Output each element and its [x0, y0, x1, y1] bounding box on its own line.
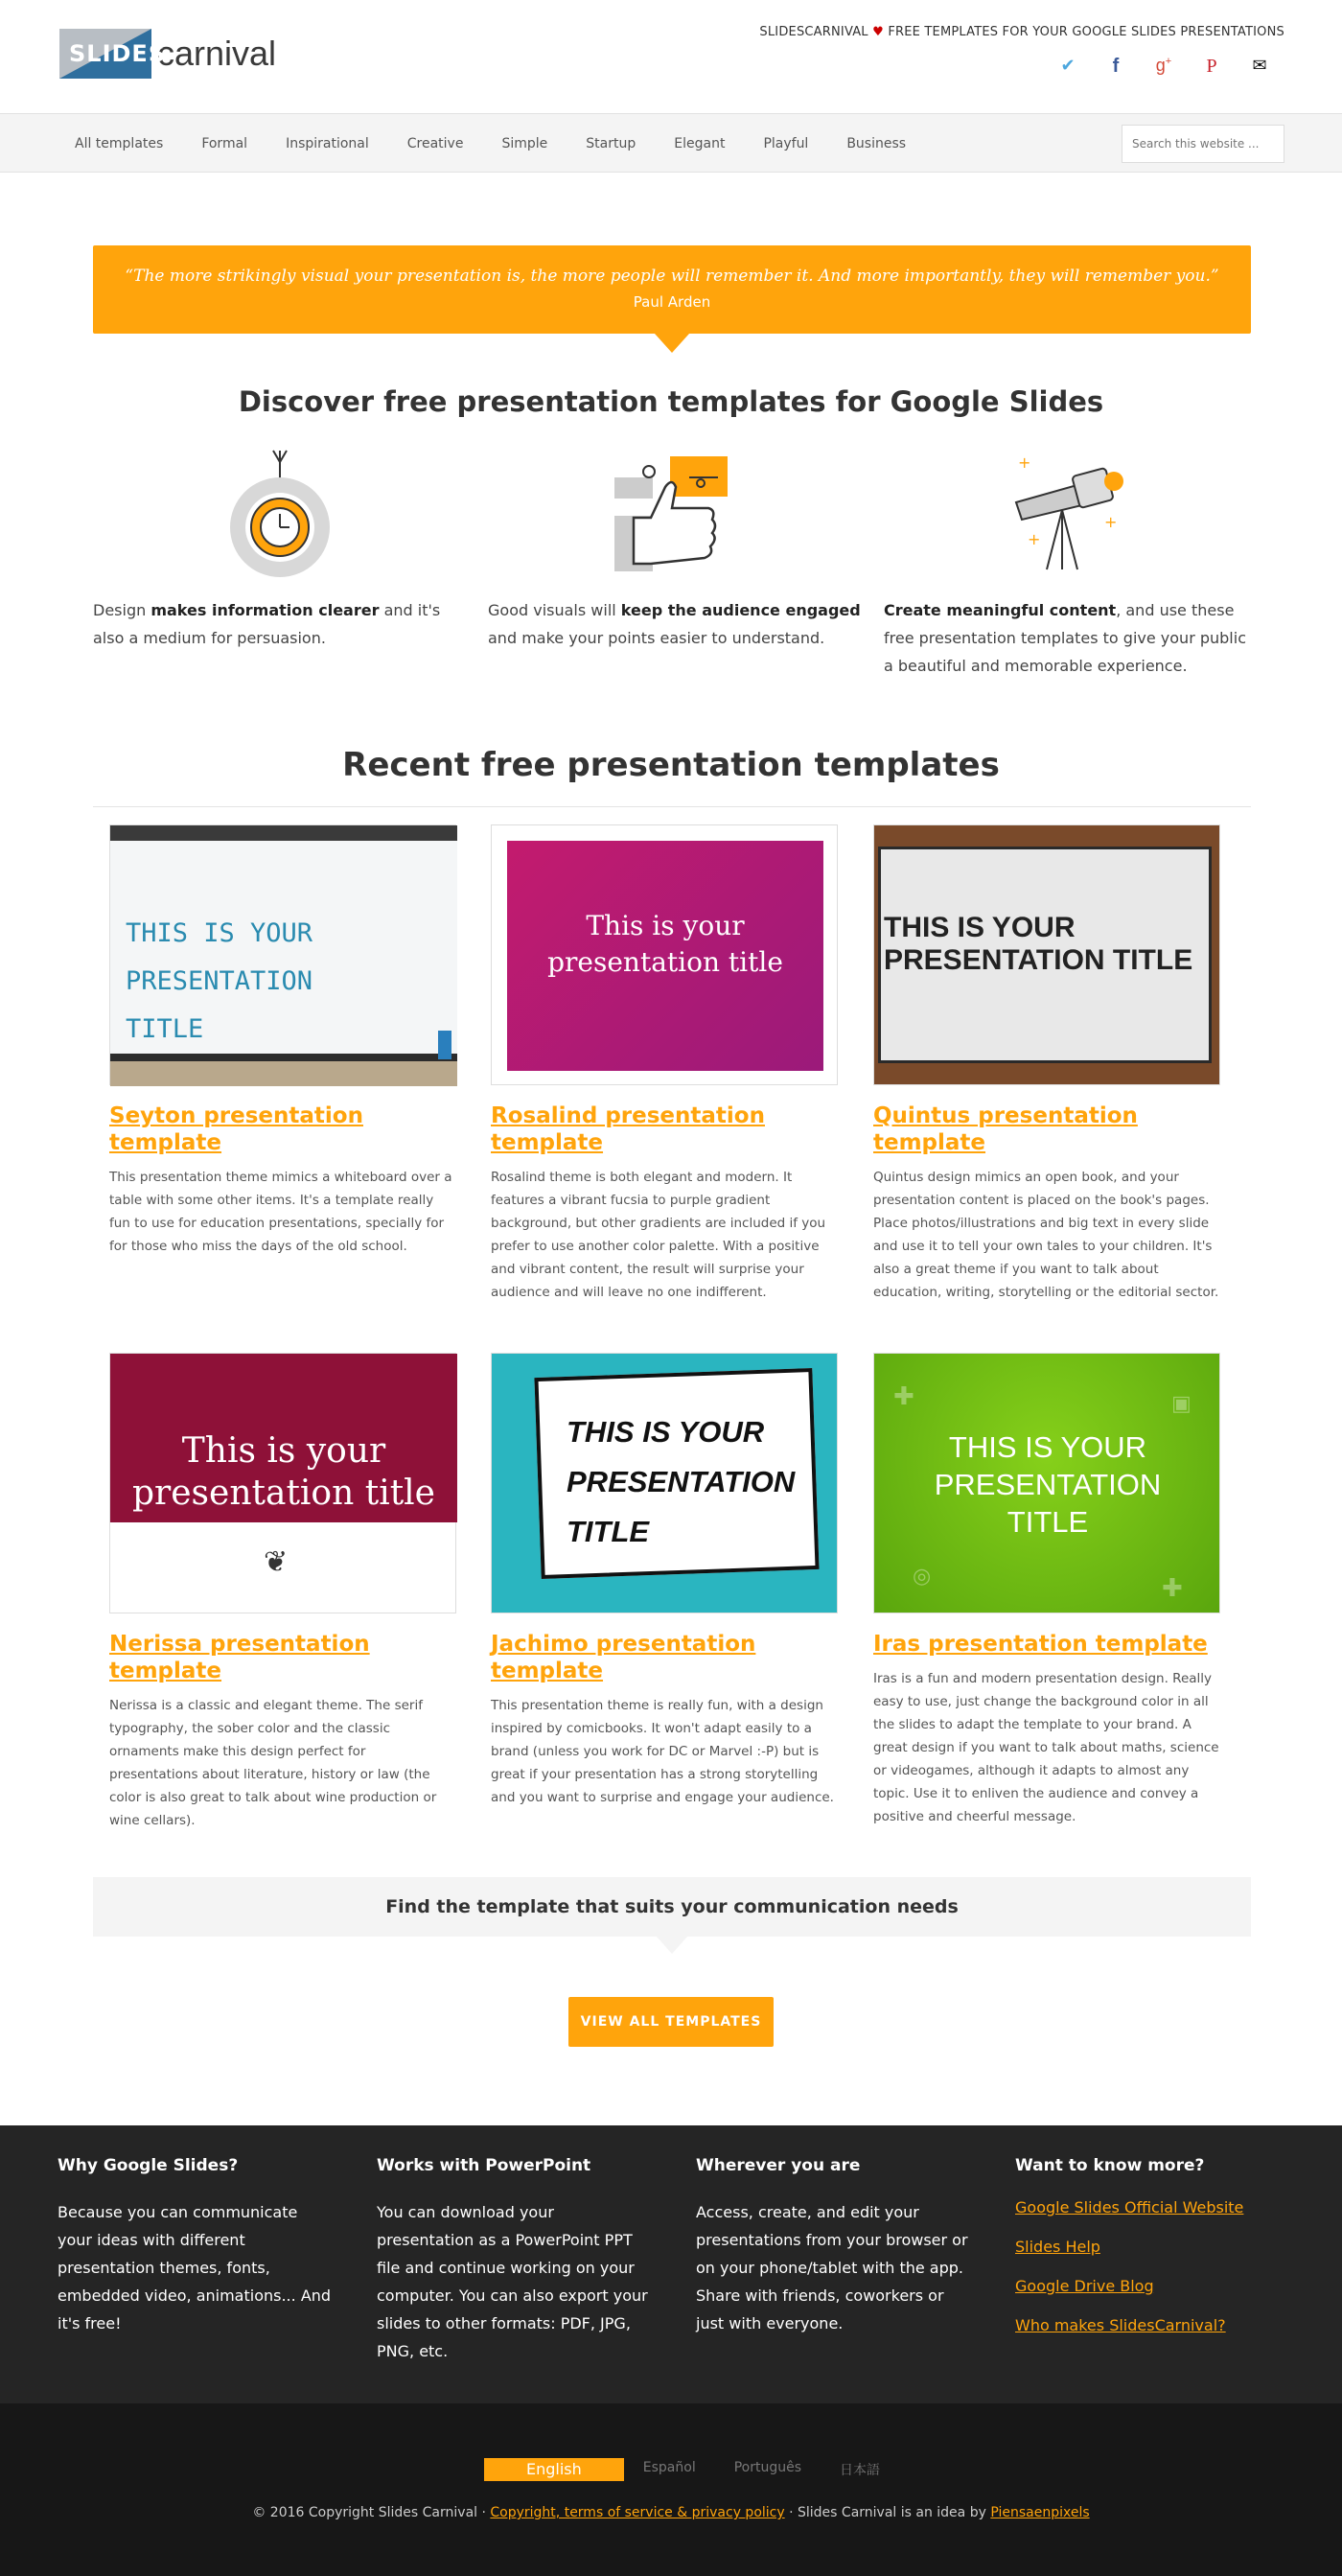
template-desc: Quintus design mimics an open book, and your presentation content is placed on the book's pages. Place photos/illustrations and big text in every slide and use it to tell your own tales to your children. It's also a great theme if you want to talk about education, writing, storytelling or the editorial sector.	[873, 1170, 1219, 1300]
facebook-icon[interactable]: f	[1112, 56, 1120, 77]
svg-text:+: +	[1104, 513, 1118, 531]
telescope-icon	[1004, 449, 1128, 573]
footer-link-who-makes[interactable]: Who makes SlidesCarnival?	[1015, 2316, 1226, 2334]
footer-col-why	[58, 2156, 336, 2337]
template-desc: Rosalind theme is both elegant and modern. It features a vibrant fucsia to purple gradient background, but other gradients are included if you prefer to use another color palette. With a positive and vibrant content, the result will surprise your audience and will leave no one indifferent.	[491, 1170, 826, 1300]
template-title: Jachimo presentation template	[491, 1632, 756, 1683]
nav-item-business[interactable]: Business	[846, 136, 907, 151]
footer-col-text: Access, create, and edit your presentations from your browser or on your phone/tablet with the app. Share with friends, coworkers or just with everyone.	[696, 2203, 968, 2332]
nav-item-playful[interactable]: Playful	[763, 136, 809, 151]
site-logo[interactable]	[59, 29, 276, 79]
thumbnail-text: THIS IS YOUR PRESENTATION TITLE	[126, 918, 313, 1044]
nav-item-creative[interactable]: Creative	[406, 136, 464, 151]
footer	[0, 2125, 1342, 2403]
lang-espanol[interactable]: Español	[642, 2460, 696, 2475]
footer-col-text: Because you can communicate your ideas with different presentation themes, fonts, embedded video, animations... And it's free!	[58, 2203, 332, 2332]
social-links	[1058, 56, 1269, 78]
template-desc: Iras is a fun and modern presentation design. Really easy to use, just change the background color in all the slides to adapt the template to your brand. A great design if you want to talk about maths, science or videogames, although it adapts to almost any topic. Use it to enliven the audience and convey a positive and cheerful message.	[873, 1671, 1219, 1824]
language-switcher	[484, 2458, 899, 2481]
template-card-jachimo	[491, 1353, 838, 1809]
footer-col-text: You can download your presentation as a PowerPoint PPT file and continue working on your computer. You can also export your slides to other formats: PDF, JPG, PNG, etc.	[377, 2203, 648, 2360]
template-title: Rosalind presentation template	[491, 1103, 765, 1155]
features	[93, 449, 1251, 688]
template-title-link[interactable]	[109, 1631, 456, 1684]
feature-engaged-text: Good visuals will keep the audience engaged and make your points easier to understand.	[488, 601, 861, 647]
thumbs-up-icon	[608, 449, 732, 573]
footer-link-slides-help[interactable]: Slides Help	[1015, 2238, 1100, 2256]
nav-items	[75, 114, 944, 174]
bottom-bar	[0, 2403, 1342, 2576]
copyright-text: © 2016 Copyright Slides Carnival ·	[252, 2505, 491, 2520]
footer-col-title: Wherever you are	[696, 2156, 861, 2175]
footer-link-google-slides[interactable]: Google Slides Official Website	[1015, 2198, 1244, 2216]
find-banner: Find the template that suits your communication needs	[93, 1877, 1251, 1937]
template-card-quintus	[873, 824, 1220, 1304]
thumbnail-text: This is your presentation title	[131, 1431, 435, 1513]
stopwatch-icon	[222, 449, 337, 573]
nav-item-startup[interactable]: Startup	[586, 136, 636, 151]
footer-col-title: Works with PowerPoint	[377, 2156, 591, 2175]
site-header	[0, 0, 1342, 113]
logo-slides-text: SLIDES	[69, 40, 167, 67]
nav-item-all-templates[interactable]: All templates	[75, 136, 164, 151]
thumbnail-text: THIS IS YOUR PRESENTATION TITLE	[884, 912, 1193, 976]
thumbnail-text: THIS IS YOUR PRESENTATION TITLE	[567, 1415, 796, 1548]
feature-content-text: Create meaningful content, and use these free presentation templates to give your public a beautiful and memorable experience.	[884, 601, 1246, 675]
nav-item-formal[interactable]: Formal	[201, 136, 248, 151]
google-plus-icon[interactable]: g+	[1155, 56, 1172, 75]
template-thumbnail[interactable]: THIS IS YOUR PRESENTATION TITLE ✚ ▣ ◎ ✚	[873, 1353, 1220, 1613]
template-thumbnail[interactable]	[491, 1353, 838, 1613]
footer-col-links	[1015, 2156, 1293, 2356]
lang-english[interactable]: English	[484, 2458, 624, 2481]
footer-col-title: Want to know more?	[1015, 2156, 1205, 2175]
nav-item-inspirational[interactable]: Inspirational	[286, 136, 369, 151]
logo-carnival-text: carnival	[157, 34, 277, 73]
nav-item-elegant[interactable]: Elegant	[674, 136, 726, 151]
thumbnail-text: THIS IS YOUR PRESENTATION TITLE	[934, 1430, 1162, 1539]
nav-item-simple[interactable]: Simple	[501, 136, 548, 151]
template-thumbnail[interactable]	[109, 824, 456, 1085]
svg-text:+: +	[1028, 530, 1041, 548]
tagline-text: FREE TEMPLATES FOR YOUR GOOGLE SLIDES PRESENTATIONS	[888, 25, 1284, 39]
pinterest-icon[interactable]: P	[1206, 56, 1217, 77]
discover-title: Discover free presentation templates for Google Slides	[238, 385, 1104, 418]
footer-link-drive-blog[interactable]: Google Drive Blog	[1015, 2277, 1154, 2295]
template-card-seyton	[109, 824, 456, 1258]
view-all-templates-button[interactable]: VIEW ALL TEMPLATES	[568, 1997, 774, 2047]
template-title: Quintus presentation template	[873, 1103, 1138, 1155]
main-nav	[0, 113, 1342, 173]
divider	[93, 806, 1251, 807]
feature-design-text: Design makes information clearer and it's also a medium for persuasion.	[93, 601, 441, 647]
twitter-icon[interactable]: ✔	[1060, 56, 1076, 76]
template-title-link[interactable]	[873, 1631, 1220, 1658]
template-title-link[interactable]	[491, 1631, 838, 1684]
search-input[interactable]	[1122, 125, 1284, 163]
footer-col-powerpoint	[377, 2156, 655, 2365]
template-thumbnail[interactable]	[491, 824, 838, 1085]
template-title: Nerissa presentation template	[109, 1632, 370, 1683]
quote-text: “The more strikingly visual your presentation is, the more people will remember it. And more importantly, they will remember you.”	[125, 267, 1219, 286]
template-title: Seyton presentation template	[109, 1103, 363, 1155]
terms-link[interactable]: Copyright, terms of service & privacy policy	[490, 2505, 785, 2520]
template-desc: This presentation theme is really fun, with a design inspired by comicbooks. It won't adapt easily to a brand (unless you work for DC or Marvel :-P) but is great if your presentation has a strong storytelling and you want to surprise and engage your audience.	[491, 1698, 834, 1805]
template-title-link[interactable]	[109, 1102, 456, 1156]
template-card-iras	[873, 1353, 1220, 1828]
copyright	[0, 2505, 1342, 2520]
footer-col-title: Why Google Slides?	[58, 2156, 239, 2175]
tagline	[759, 25, 1284, 39]
recent-title: Recent free presentation templates	[342, 746, 1000, 784]
heart-icon: ♥	[872, 25, 884, 39]
logo-mark	[59, 29, 167, 79]
quote-author: Paul Arden	[633, 293, 711, 311]
template-desc: Nerissa is a classic and elegant theme. The serif typography, the sober color and the classic ornaments make this design perfect for presentations about literature, history or law (the color is also great to talk about wine production or wine cellars).	[109, 1698, 437, 1828]
ornament-icon: ❦	[264, 1545, 289, 1579]
email-icon[interactable]: ✉	[1252, 56, 1267, 76]
template-title-link[interactable]	[873, 1102, 1220, 1156]
quote-banner	[93, 245, 1251, 334]
svg-text:+: +	[1018, 453, 1031, 472]
template-thumbnail[interactable]	[109, 1353, 456, 1613]
footer-col-wherever	[696, 2156, 974, 2337]
thumbnail-text: This is your presentation title	[547, 910, 783, 978]
lang-portugues[interactable]: Português	[733, 2460, 802, 2475]
template-card-nerissa	[109, 1353, 456, 1832]
tagline-brand: SLIDESCARNIVAL	[759, 25, 868, 39]
copyright-mid: · Slides Carnival is an idea by	[784, 2505, 991, 2520]
template-card-rosalind	[491, 824, 838, 1304]
lang-japanese[interactable]: 日本語	[840, 2463, 881, 2478]
template-thumbnail[interactable]	[873, 824, 1220, 1085]
template-title-link[interactable]	[491, 1102, 838, 1156]
piensaenpixels-link[interactable]: Piensaenpixels	[990, 2505, 1090, 2520]
template-desc: This presentation theme mimics a whiteboard over a table with some other items. It's a template really fun to use for education presentations, specially for for those who miss the days of the old school.	[109, 1170, 452, 1254]
template-title: Iras presentation template	[873, 1632, 1208, 1657]
